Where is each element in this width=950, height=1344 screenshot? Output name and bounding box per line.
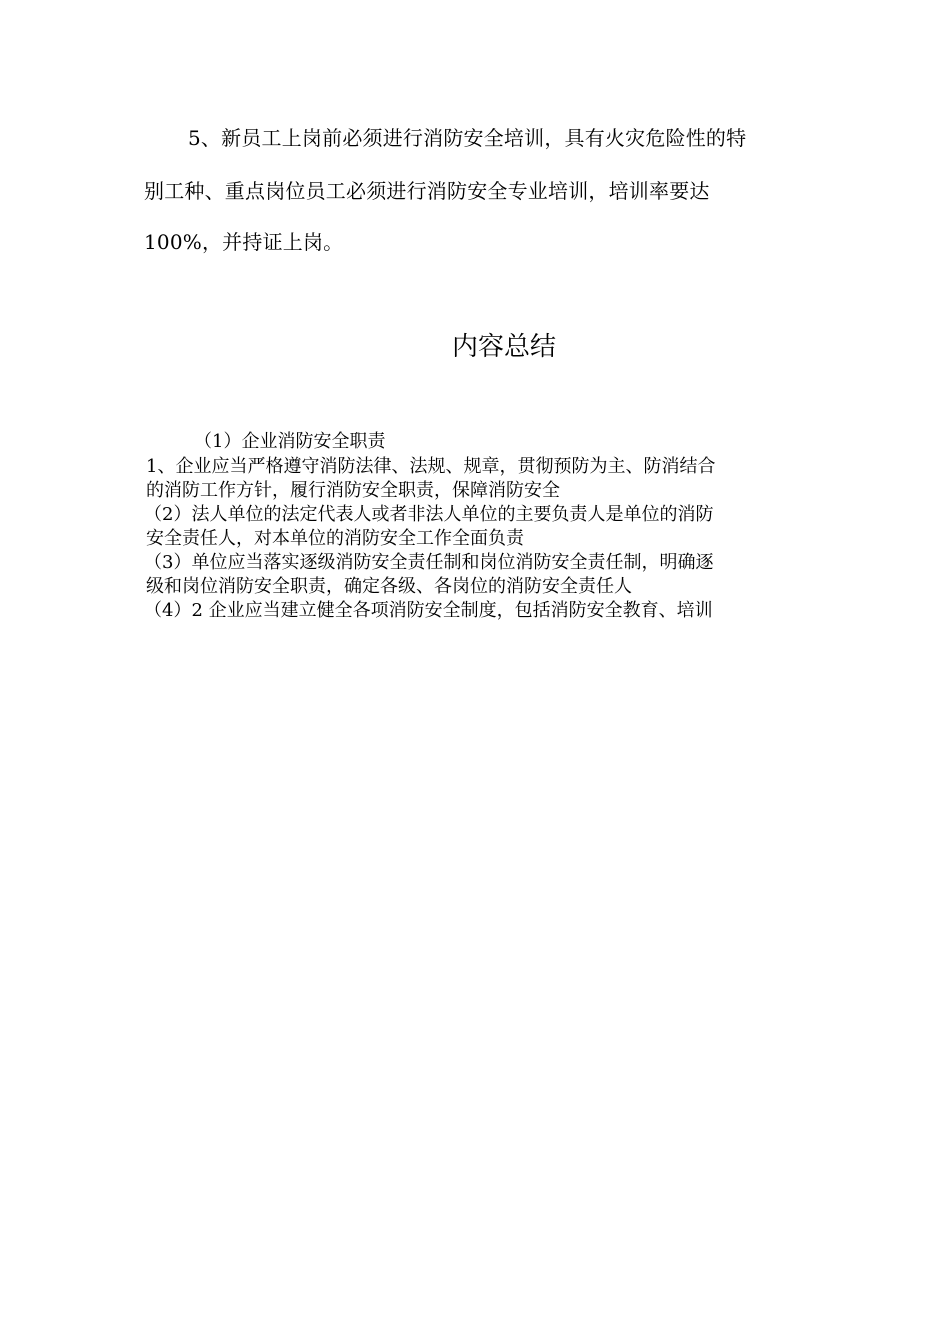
paragraph-line: 别工种、重点岗位员工必须进行消防安全专业培训，培训率要达 xyxy=(144,179,710,203)
summary-line: 的消防工作方针，履行消防安全职责，保障消防安全 xyxy=(146,480,560,501)
summary-line: 级和岗位消防安全职责，确定各级、各岗位的消防安全责任人 xyxy=(146,576,632,597)
summary-line: （4）2 企业应当建立健全各项消防安全制度，包括消防安全教育、培训 xyxy=(144,600,713,621)
paragraph-line: 5、新员工上岗前必须进行消防安全培训，具有火灾危险性的特 xyxy=(188,126,747,150)
summary-line: （2）法人单位的法定代表人或者非法人单位的主要负责人是单位的消防 xyxy=(144,504,714,525)
summary-title: 内容总结 xyxy=(451,332,556,362)
summary-line: （3）单位应当落实逐级消防安全责任制和岗位消防安全责任制，明确逐 xyxy=(144,552,714,573)
summary-line: 安全责任人，对本单位的消防安全工作全面负责 xyxy=(146,528,524,549)
summary-line: （1）企业消防安全职责 xyxy=(194,431,386,452)
summary-line: 1、企业应当严格遵守消防法律、法规、规章，贯彻预防为主、防消结合 xyxy=(146,456,716,477)
paragraph-line: 100%，并持证上岗。 xyxy=(144,230,344,254)
